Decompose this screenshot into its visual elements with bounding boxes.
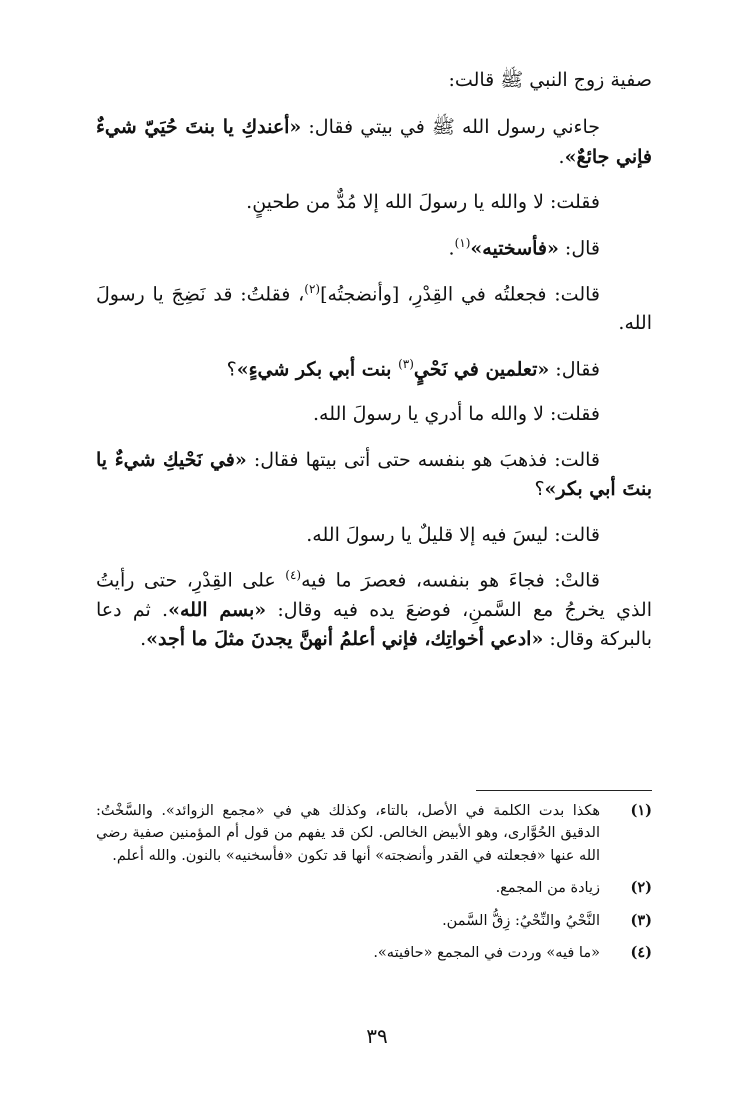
paragraph-5: فقال: «تعلمين في نَحْيٍ$^{(٣)}$ بنت أبي بكر شيءٍ»؟ [226, 356, 600, 381]
paragraph-7: قالت: فذهبَ هو بنفسه حتى أتى بيتها فقال: «في نَحْيكِ شيءٌ يا بنتَ أبي بكر»؟ [96, 448, 652, 501]
footnote-number: (٢) [630, 879, 652, 897]
footnote-text: «ما فيه» وردت في المجمع «حافيته». [373, 945, 600, 962]
paragraph-1: جاءني رسول الله ﷺ في بيتي فقال: «أعندكِ يا بنتَ حُيَيّ شيءٌ فإني جائعٌ». [96, 116, 652, 168]
main-text [96, 66, 652, 671]
footnote-1 [96, 800, 652, 867]
footnote-3 [96, 910, 652, 932]
footnotes [96, 800, 652, 975]
paragraph-4: قالت: فجعلتُه في القِدْرِ، [وأنضجتُه]$^{(٢)}$، فقلتُ: قد نَضِجَ يا رسولَ الله. [96, 281, 652, 335]
paragraph-9: قالتْ: فجاءَ هو بنفسه، فعصرَ ما فيه$^{(٤)}$ على القِدْرِ، حتى رأيتُ الذي يخرجُ مع السَّمنِ، فوضعَ يده فيه وقال: «بسم الله». ثم دعا بالبركة وقال: «ادعي أخواتِك، فإني أعلمُ أنهنَّ يجدنَ مثلَ ما أجد». [96, 568, 653, 651]
footnote-text: هكذا بدت الكلمة في الأصل، بالتاء، وكذلك هي في «مجمع الزوائد». والسَّخْتُ: الدقيق الحُوَّارى، وهو الأبيض الخالص. لكن قد يفهم من قول أم المؤمنين صفية رضي الله عنها «فجعلته في القدر وأنضجته» أنها قد تكون «فأسخنيه» بالنون. والله أعلم. [96, 803, 600, 864]
footnote-4 [96, 942, 652, 964]
paragraph-2: فقلت: لا والله يا رسولَ الله إلا مُدٌّ من طحينٍ. [246, 191, 600, 214]
footnote-text: زيادة من المجمع. [495, 880, 600, 897]
footnote-number: (٤) [630, 944, 652, 962]
footnote-divider [476, 790, 652, 791]
footnote-number: (١) [630, 802, 652, 819]
footnote-text: النَّحْيُ والنِّحْيُ: زِقُّ السَّمن. [442, 912, 600, 929]
page-heading: صفية زوج النبي ﷺ قالت: [448, 69, 652, 91]
paragraph-3: قال: «فأسختيه»$^{(١)}$. [448, 235, 600, 260]
page-number: ٣٩ [366, 1024, 388, 1048]
paragraph-6: فقلت: لا والله ما أدري يا رسولَ الله. [312, 403, 600, 426]
paragraph-8: قالت: ليسَ فيه إلا قليلٌ يا رسولَ الله. [306, 523, 600, 546]
footnote-2 [96, 877, 652, 899]
footnote-number: (٣) [630, 911, 652, 929]
